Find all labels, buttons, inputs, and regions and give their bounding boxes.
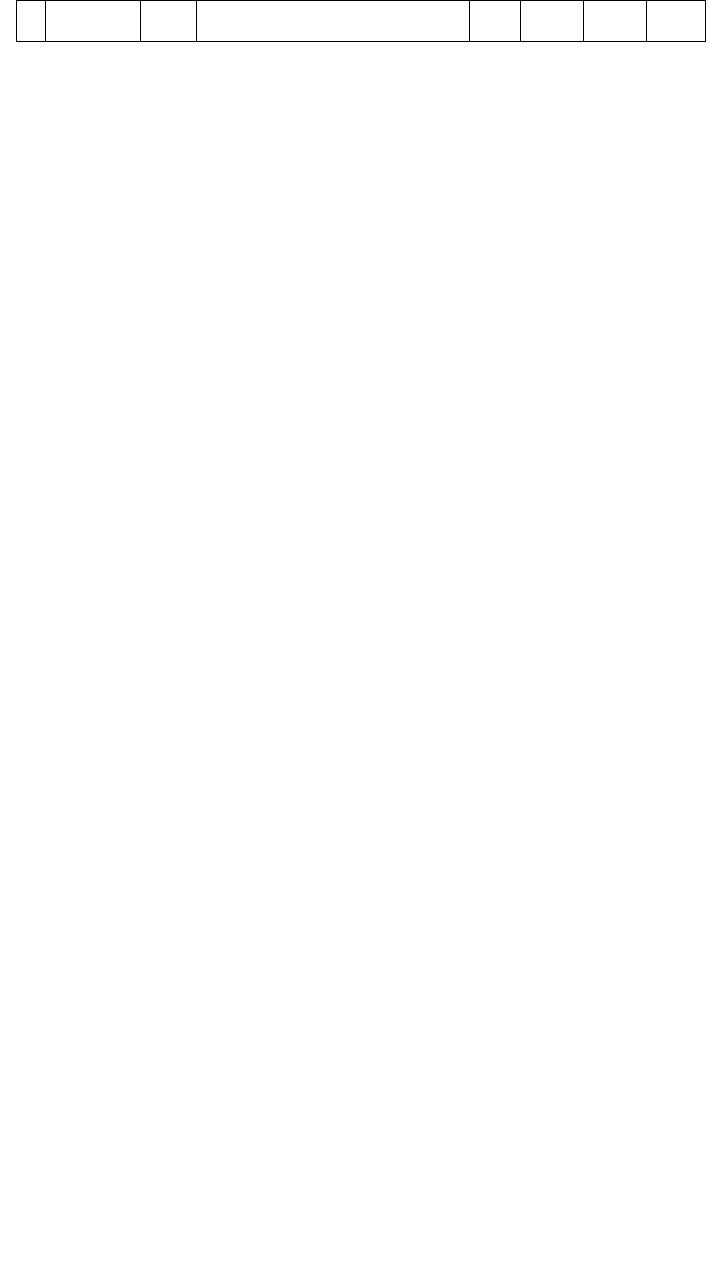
section-header	[17, 1, 706, 42]
score-table	[16, 0, 706, 42]
section-title	[197, 1, 470, 42]
